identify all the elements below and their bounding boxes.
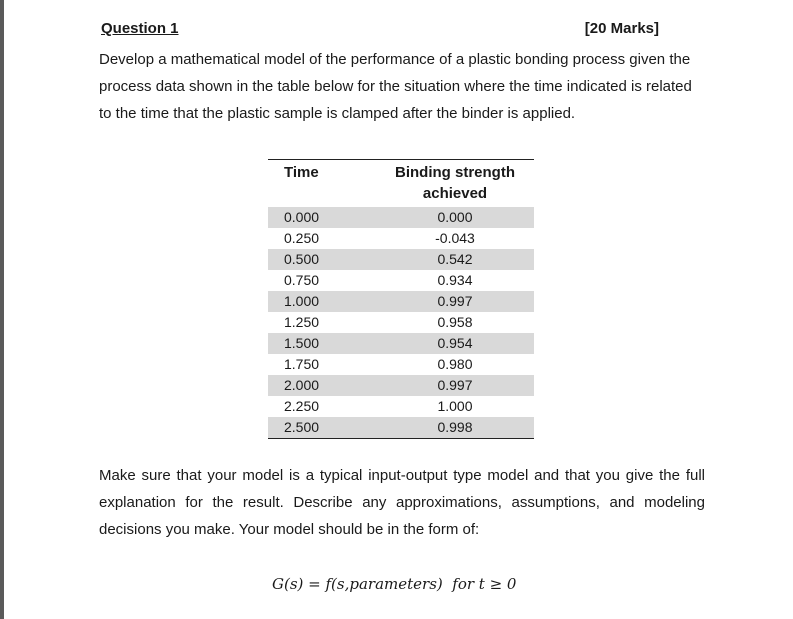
time-cell: 0.500 <box>268 249 376 270</box>
binding-cell: 0.980 <box>437 356 473 372</box>
model-formula: G(s) = f(s,parameters) for t ≥ 0 <box>272 575 517 593</box>
table-row <box>268 333 534 354</box>
process-data-table <box>268 159 534 439</box>
table-row <box>268 375 534 396</box>
binding-cell: 0.997 <box>376 291 534 312</box>
question-intro: Develop a mathematical model of the performance of a plastic bonding process given the process data shown in the table below for the situation where the time indicated is related to the time that the plastic sample is clamped after the binder is applied. <box>99 51 692 122</box>
binding-cell: 0.934 <box>437 272 473 288</box>
time-cell: 2.000 <box>268 375 376 396</box>
question-marks: [20 Marks] <box>584 20 659 37</box>
time-cell: 2.500 <box>268 417 376 439</box>
binding-cell: 0.000 <box>376 207 534 228</box>
table-row <box>268 417 534 439</box>
model-instructions: Make sure that your model is a typical input-output type model and that you give the full explanation for the result. Describe any approximations, assumptions, and modeling decisions you make. Your model should be in the form of: <box>99 467 705 538</box>
table-header-row <box>268 160 534 208</box>
table-row <box>268 270 534 291</box>
table-row <box>268 207 534 228</box>
time-cell: 0.750 <box>284 272 320 288</box>
time-cell: 1.250 <box>284 314 320 330</box>
question-heading <box>101 20 659 37</box>
time-cell: 0.250 <box>284 230 320 246</box>
table-row <box>268 354 534 375</box>
table-row <box>268 228 534 249</box>
table-row <box>268 249 534 270</box>
time-cell: 0.000 <box>268 207 376 228</box>
table-row <box>268 396 534 417</box>
time-cell: 2.250 <box>284 398 320 414</box>
binding-cell: 0.954 <box>376 333 534 354</box>
time-cell: 1.750 <box>284 356 320 372</box>
table-row <box>268 312 534 333</box>
time-cell: 1.500 <box>268 333 376 354</box>
binding-cell: 0.958 <box>437 314 473 330</box>
left-edge-bar <box>0 0 4 619</box>
binding-cell: 1.000 <box>437 398 473 414</box>
table-row <box>268 291 534 312</box>
header-binding-strength: Binding strength achieved <box>376 160 534 208</box>
time-cell: 1.000 <box>268 291 376 312</box>
question-title: Question 1 <box>101 20 179 37</box>
binding-cell: -0.043 <box>435 230 475 246</box>
binding-cell: 0.998 <box>376 417 534 439</box>
binding-cell: 0.997 <box>376 375 534 396</box>
header-time: Time <box>268 160 376 208</box>
binding-cell: 0.542 <box>376 249 534 270</box>
